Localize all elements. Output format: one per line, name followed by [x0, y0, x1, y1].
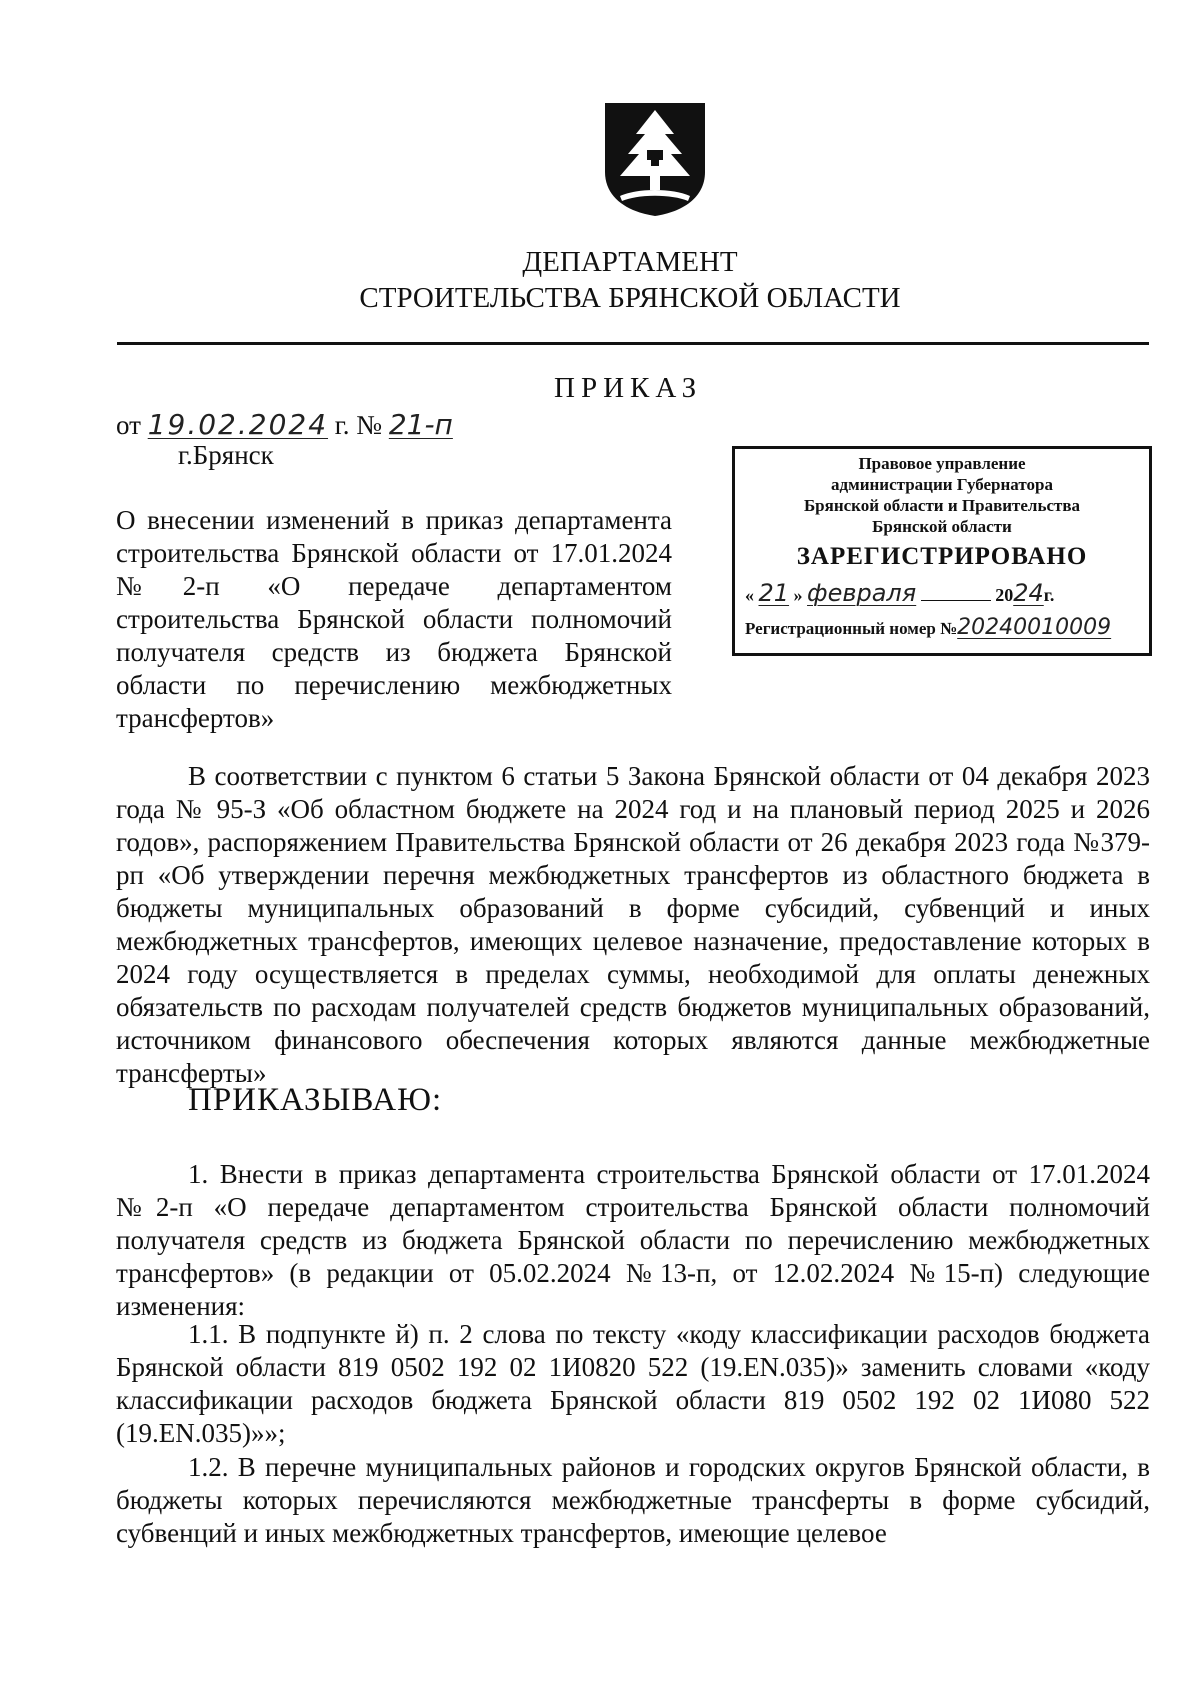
- order-subject: О внесении изменений в приказ департамента строительства Брянской области от 17.01.2024 №2-п «О передаче департаментом строительства Брянской области полномочий получателя средств из бюджета Брянской области по перечислению межбюджетных трансфертов»: [116, 505, 672, 733]
- clause-1: 1. Внести в приказ департамента строительства Брянской области от 17.01.2024 №2-п «О передаче департаментом строительства Брянской области полномочий получателя средств из бюджета Брянской области по перечислению межбюджетных трансфертов» (в редакции от 05.02.2024 №13-п, от 12.02.2024 №15-п) следующие изменения:: [116, 1159, 1150, 1321]
- stamp-month-underline: [921, 600, 991, 601]
- stamp-line-2: администрации Губернатора: [831, 475, 1053, 494]
- stamp-reg-label: Регистрационный номер №: [745, 619, 958, 638]
- department-title-line2: СТРОИТЕЛЬСТВА БРЯНСКОЙ ОБЛАСТИ: [359, 282, 901, 314]
- stamp-line-4: Брянской области: [872, 517, 1012, 536]
- stamp-line-3: Брянской области и Правительства: [803, 496, 1081, 515]
- stamp-year-suffix: г.: [1043, 585, 1055, 605]
- stamp-month: февраля: [807, 579, 917, 607]
- stamp-open-quote: «: [745, 585, 754, 605]
- stamp-year: 24: [1013, 579, 1044, 607]
- stamp-registered: ЗАРЕГИСТРИРОВАНО: [796, 543, 1088, 570]
- stamp-day: 21: [758, 579, 790, 607]
- preamble-paragraph: В соответствии с пунктом 6 статьи 5 Закона Брянской области от 04 декабря 2023 года № 95-З «Об областном бюджете на 2024 год и на плановый период 2025 и 2026 годов», распоряжением Правительства Брянской области от 26 декабря 2023 года №379-рп «Об утверждении перечня межбюджетных трансфертов из областного бюджета в бюджеты муниципальных образований в форме субсидий, субвенций и иных межбюджетных трансфертов, имеющих целевое назначение, предоставление которых в 2024 году осуществляется в пределах суммы, необходимой для оплаты денежных обязательств по расходам получателей средств бюджетов муниципальных образований, источником финансового обеспечения которых являются данные межбюджетные трансферты»: [116, 761, 1150, 1088]
- registration-stamp: [732, 446, 1152, 656]
- stamp-reg-number: 20240010009: [957, 615, 1112, 640]
- order-number-label: г. №: [334, 410, 383, 440]
- stamp-line-1: Правовое управление: [858, 454, 1026, 473]
- clause-1-2: 1.2. В перечне муниципальных районов и городских округов Брянской области, в бюджеты которых перечисляются межбюджетные трансферты в форме субсидий, субвенций и иных межбюджетных трансфертов, имеющие целевое: [116, 1452, 1150, 1548]
- clause-1-1: 1.1. В подпункте й) п. 2 слова по тексту «коду классификации расходов бюджета Брянской области 819 0502 192 02 1И0820 522 (19.EN.035)» заменить словами «коду классификации расходов бюджета Брянской области 819 0502 192 02 1И080 522 (19.EN.035)»»;: [116, 1319, 1150, 1448]
- department-title-line1: ДЕПАРТАМЕНТ: [522, 246, 738, 278]
- order-date: 19.02.2024: [147, 408, 329, 441]
- stamp-reg-number-line: [745, 615, 1139, 640]
- order-date-line: [116, 408, 453, 441]
- order-number: 21-п: [388, 408, 453, 441]
- from-label: от: [116, 410, 141, 440]
- document-type-title: ПРИКАЗ: [554, 372, 703, 404]
- order-directive: ПРИКАЗЫВАЮ:: [188, 1082, 443, 1118]
- stamp-close-quote: »: [793, 585, 803, 605]
- header-divider: [117, 342, 1149, 345]
- stamp-date: [745, 579, 1139, 607]
- stamp-year-prefix: 20: [995, 585, 1014, 605]
- coat-of-arms-emblem: [602, 100, 708, 218]
- order-city: г.Брянск: [178, 440, 274, 470]
